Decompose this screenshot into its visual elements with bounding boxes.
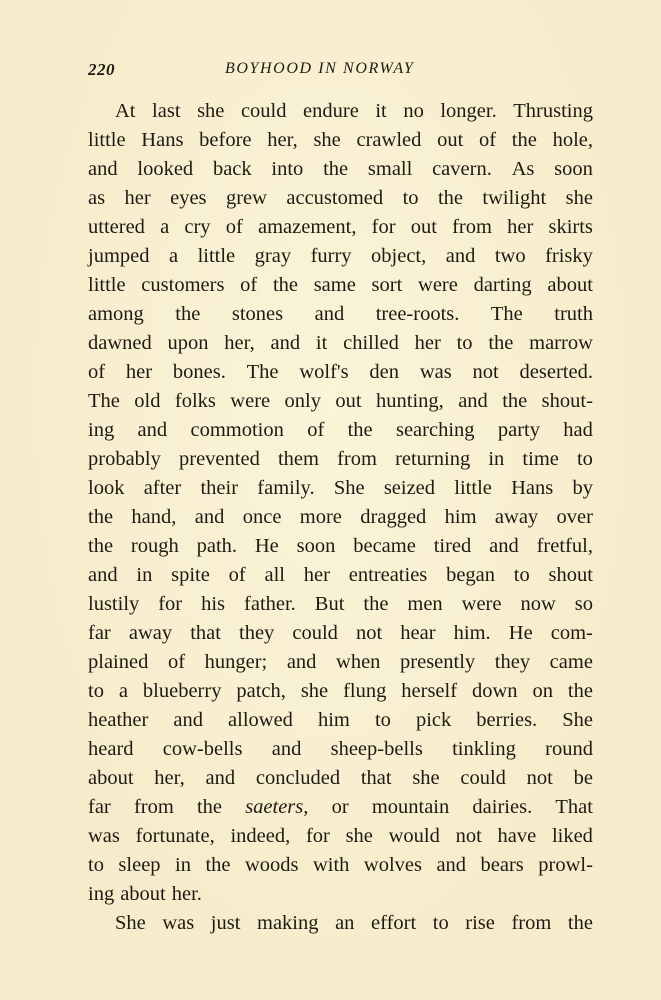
word: She bbox=[333, 477, 365, 499]
word: the bbox=[205, 854, 231, 876]
word: about bbox=[547, 274, 593, 296]
word: of bbox=[228, 564, 246, 586]
word: of bbox=[240, 274, 258, 296]
word: dragged bbox=[360, 506, 427, 528]
word: At bbox=[115, 100, 136, 122]
word: hole, bbox=[552, 129, 593, 151]
word: rise bbox=[465, 912, 495, 934]
word: woods bbox=[244, 854, 299, 876]
word: commotion bbox=[190, 419, 284, 441]
word: fortunate, bbox=[135, 825, 215, 847]
word: no bbox=[403, 100, 424, 122]
word: it bbox=[315, 332, 328, 354]
word: com- bbox=[550, 622, 593, 644]
word: plained bbox=[88, 651, 149, 673]
word: looked bbox=[137, 158, 194, 180]
word: and bbox=[286, 651, 317, 673]
word: concluded bbox=[255, 767, 341, 789]
word: round bbox=[545, 738, 593, 760]
word: the bbox=[488, 332, 514, 354]
word: cow-bells bbox=[162, 738, 243, 760]
word: about bbox=[88, 767, 134, 789]
word: could bbox=[240, 100, 287, 122]
word: could bbox=[460, 767, 506, 789]
word: deserted. bbox=[519, 361, 593, 383]
word: the bbox=[502, 390, 528, 412]
word: Thrusting bbox=[513, 100, 593, 122]
word: father. bbox=[244, 593, 296, 615]
word: back bbox=[212, 158, 252, 180]
word: hunger; bbox=[204, 651, 268, 673]
text-line bbox=[88, 242, 593, 271]
word: uttered bbox=[88, 216, 145, 238]
word: as bbox=[88, 187, 106, 209]
word: She bbox=[115, 912, 146, 934]
word: berries. bbox=[476, 709, 538, 731]
word: and bbox=[458, 390, 488, 412]
word: in bbox=[488, 448, 505, 470]
word: and bbox=[88, 158, 118, 180]
word: hunting, bbox=[376, 390, 444, 412]
word: sort bbox=[371, 274, 403, 296]
word: only bbox=[284, 390, 321, 412]
text-line bbox=[88, 619, 593, 648]
word: lustily bbox=[88, 593, 140, 615]
word: were bbox=[418, 274, 458, 296]
word: from bbox=[511, 912, 552, 934]
word: look bbox=[88, 477, 125, 499]
word: That bbox=[555, 796, 593, 818]
word: to bbox=[432, 912, 449, 934]
word: so bbox=[574, 593, 593, 615]
text-line bbox=[88, 764, 593, 793]
word: customers bbox=[141, 274, 225, 296]
word: Hans bbox=[141, 129, 184, 151]
word: now bbox=[520, 593, 556, 615]
word: that bbox=[190, 622, 221, 644]
word: entreaties bbox=[348, 564, 428, 586]
word: path. bbox=[196, 535, 238, 557]
word: and bbox=[314, 303, 345, 325]
word: upon bbox=[167, 332, 209, 354]
word: crawled bbox=[356, 129, 422, 151]
word: shout- bbox=[541, 390, 593, 412]
word: saeters, bbox=[245, 796, 309, 818]
word: marrow bbox=[529, 332, 593, 354]
word: pick bbox=[415, 709, 452, 731]
text-line bbox=[88, 909, 593, 938]
word: and bbox=[489, 535, 519, 557]
word: prevented bbox=[179, 448, 260, 470]
word: before bbox=[199, 129, 252, 151]
word: returning bbox=[395, 448, 471, 470]
word: down bbox=[471, 680, 518, 702]
word: from bbox=[452, 216, 492, 238]
word: and bbox=[88, 564, 118, 586]
word: a bbox=[118, 680, 128, 702]
word: into bbox=[271, 158, 304, 180]
word: with bbox=[312, 854, 350, 876]
word: to bbox=[374, 709, 391, 731]
word: endure bbox=[303, 100, 359, 122]
word: tired bbox=[433, 535, 472, 557]
word: of bbox=[167, 651, 186, 673]
word: she bbox=[345, 825, 373, 847]
word: soon bbox=[296, 535, 336, 557]
word: for bbox=[158, 593, 183, 615]
word: soon bbox=[554, 158, 593, 180]
word: spite bbox=[171, 564, 210, 586]
word: small bbox=[367, 158, 413, 180]
word: skirts bbox=[548, 216, 593, 238]
word: she bbox=[565, 187, 593, 209]
word: den bbox=[369, 361, 400, 383]
word: far bbox=[88, 622, 111, 644]
word: and bbox=[205, 767, 236, 789]
word: of bbox=[225, 216, 243, 238]
word: shout bbox=[548, 564, 593, 586]
word: He bbox=[254, 535, 279, 557]
word: gray bbox=[254, 245, 292, 267]
word: to bbox=[576, 448, 593, 470]
text-line bbox=[88, 184, 593, 213]
text-line bbox=[88, 271, 593, 300]
word: two bbox=[494, 245, 526, 267]
word: eyes bbox=[170, 187, 207, 209]
word: in bbox=[136, 564, 153, 586]
word: the bbox=[363, 593, 389, 615]
word: patch, bbox=[236, 680, 286, 702]
word: away bbox=[128, 622, 173, 644]
word: and bbox=[137, 419, 168, 441]
word: and bbox=[271, 738, 302, 760]
word: was bbox=[419, 361, 452, 383]
body-text bbox=[88, 97, 593, 938]
word: were bbox=[461, 593, 502, 615]
word: Hans bbox=[511, 477, 554, 499]
word: ing bbox=[88, 419, 115, 441]
word: heard bbox=[88, 738, 134, 760]
word: the bbox=[437, 187, 463, 209]
word: wolf's bbox=[299, 361, 349, 383]
word: that bbox=[360, 767, 392, 789]
word: mountain bbox=[371, 796, 450, 818]
text-line bbox=[88, 97, 593, 126]
word: her bbox=[414, 332, 441, 354]
word: of bbox=[88, 361, 106, 383]
text-line bbox=[88, 648, 593, 677]
word: all bbox=[264, 564, 285, 586]
text-line bbox=[88, 561, 593, 590]
word: bears bbox=[480, 854, 524, 876]
text-line bbox=[88, 213, 593, 242]
word: or bbox=[331, 796, 349, 818]
book-title: BOYHOOD IN NORWAY bbox=[225, 60, 415, 77]
word: stones bbox=[231, 303, 284, 325]
word: more bbox=[299, 506, 342, 528]
text-line bbox=[88, 735, 593, 764]
word: and bbox=[445, 245, 476, 267]
word: grew bbox=[225, 187, 267, 209]
word: last bbox=[152, 100, 181, 122]
word: could bbox=[292, 622, 338, 644]
text-line bbox=[88, 880, 593, 909]
word: of bbox=[479, 129, 497, 151]
text-line bbox=[88, 416, 593, 445]
text-line bbox=[88, 358, 593, 387]
word: out bbox=[335, 390, 362, 412]
word: not bbox=[472, 361, 499, 383]
word: to bbox=[402, 187, 419, 209]
word: cavern. bbox=[432, 158, 492, 180]
word: the bbox=[567, 912, 593, 934]
word: the bbox=[88, 535, 114, 557]
word: wolves bbox=[363, 854, 422, 876]
word: an bbox=[335, 912, 355, 934]
word: would bbox=[388, 825, 440, 847]
word: As bbox=[511, 158, 535, 180]
word: to bbox=[513, 564, 530, 586]
word: allowed bbox=[228, 709, 293, 731]
word: by bbox=[572, 477, 593, 499]
word: probably bbox=[88, 448, 161, 470]
word: indeed, bbox=[230, 825, 291, 847]
word: little bbox=[88, 274, 126, 296]
word: sleep bbox=[118, 854, 161, 876]
word: furry bbox=[310, 245, 352, 267]
word: and bbox=[173, 709, 203, 731]
word: him bbox=[444, 506, 477, 528]
word: her bbox=[124, 187, 151, 209]
word: his bbox=[201, 593, 226, 615]
word: to bbox=[88, 680, 104, 702]
word: her, bbox=[154, 767, 185, 789]
word: her bbox=[303, 564, 330, 586]
word: be bbox=[573, 767, 593, 789]
word: the bbox=[567, 680, 593, 702]
word: she bbox=[313, 129, 341, 151]
word: had bbox=[563, 419, 593, 441]
word: The bbox=[88, 390, 120, 412]
word: object, bbox=[371, 245, 427, 267]
running-head bbox=[88, 60, 593, 86]
word: longer. bbox=[440, 100, 497, 122]
word: among bbox=[88, 303, 144, 325]
word: was bbox=[88, 825, 120, 847]
word: heather bbox=[88, 709, 149, 731]
word: darting bbox=[473, 274, 532, 296]
word: from bbox=[337, 448, 377, 470]
word: their bbox=[200, 477, 239, 499]
text-line bbox=[88, 126, 593, 155]
word: a bbox=[160, 216, 170, 238]
word: not bbox=[356, 622, 383, 644]
word: the bbox=[347, 419, 373, 441]
word: men bbox=[407, 593, 443, 615]
word: twilight bbox=[482, 187, 547, 209]
word: little bbox=[197, 245, 236, 267]
word: her, bbox=[224, 332, 255, 354]
word: became bbox=[353, 535, 416, 557]
word: just bbox=[210, 912, 241, 934]
word: little bbox=[88, 129, 126, 151]
word: hand, bbox=[131, 506, 177, 528]
word: seized bbox=[383, 477, 436, 499]
word: frisky bbox=[545, 245, 593, 267]
word: to bbox=[456, 332, 473, 354]
text-line bbox=[88, 300, 593, 329]
word: she bbox=[412, 767, 440, 789]
word: on bbox=[532, 680, 553, 702]
word: effort bbox=[371, 912, 417, 934]
word: the bbox=[196, 796, 223, 818]
word: him bbox=[317, 709, 350, 731]
word: the bbox=[175, 303, 201, 325]
word: about bbox=[120, 883, 166, 905]
word: chilled bbox=[343, 332, 399, 354]
word: the bbox=[323, 158, 349, 180]
word: away bbox=[494, 506, 539, 528]
word: dairies. bbox=[472, 796, 533, 818]
word: jumped bbox=[88, 245, 150, 267]
word: out bbox=[437, 129, 464, 151]
word: and bbox=[270, 332, 301, 354]
text-line bbox=[88, 445, 593, 474]
word: cry bbox=[184, 216, 211, 238]
text-line bbox=[88, 503, 593, 532]
word: when bbox=[336, 651, 381, 673]
word: of bbox=[307, 419, 325, 441]
word: fretful, bbox=[536, 535, 593, 557]
word: the bbox=[511, 129, 537, 151]
word: for bbox=[305, 825, 330, 847]
word: after bbox=[143, 477, 182, 499]
word: rough bbox=[130, 535, 179, 557]
text-line bbox=[88, 387, 593, 416]
word: time bbox=[522, 448, 559, 470]
word: family. bbox=[257, 477, 315, 499]
word: making bbox=[257, 912, 319, 934]
word: she bbox=[197, 100, 225, 122]
word: prowl- bbox=[538, 854, 593, 876]
word: tinkling bbox=[452, 738, 516, 760]
word: same bbox=[313, 274, 356, 296]
word: a bbox=[168, 245, 179, 267]
word: her bbox=[507, 216, 534, 238]
word: him. bbox=[453, 622, 491, 644]
word: not bbox=[526, 767, 553, 789]
word: they bbox=[239, 622, 275, 644]
word: began bbox=[446, 564, 496, 586]
word: amazement, bbox=[257, 216, 357, 238]
text-line bbox=[88, 677, 593, 706]
word: were bbox=[230, 390, 271, 412]
page-number: 220 bbox=[88, 60, 115, 79]
text-line bbox=[88, 590, 593, 619]
word: dawned bbox=[88, 332, 152, 354]
word: have bbox=[497, 825, 537, 847]
word: to bbox=[88, 854, 104, 876]
word: blueberry bbox=[142, 680, 222, 702]
word: not bbox=[455, 825, 482, 847]
word: ing bbox=[88, 883, 115, 905]
word: the bbox=[88, 506, 114, 528]
word: they bbox=[494, 651, 531, 673]
word: for bbox=[371, 216, 396, 238]
word: He bbox=[508, 622, 533, 644]
word: The bbox=[246, 361, 279, 383]
word: old bbox=[134, 390, 161, 412]
text-line bbox=[88, 474, 593, 503]
text-line bbox=[88, 822, 593, 851]
word: and bbox=[194, 506, 225, 528]
word: bones. bbox=[172, 361, 226, 383]
word: in bbox=[175, 854, 191, 876]
word: came bbox=[549, 651, 593, 673]
word: her bbox=[125, 361, 153, 383]
word: once bbox=[242, 506, 282, 528]
word: flung bbox=[343, 680, 387, 702]
word: But bbox=[314, 593, 345, 615]
word: hear bbox=[400, 622, 436, 644]
word: far bbox=[88, 796, 111, 818]
text-line bbox=[88, 329, 593, 358]
word: liked bbox=[551, 825, 593, 847]
word: tree-roots. bbox=[375, 303, 460, 325]
word: She bbox=[562, 709, 593, 731]
word: the bbox=[272, 274, 298, 296]
word: her. bbox=[171, 883, 202, 905]
word: The bbox=[490, 303, 523, 325]
text-line bbox=[88, 851, 593, 880]
word: it bbox=[375, 100, 387, 122]
word: party bbox=[497, 419, 540, 441]
text-line bbox=[88, 706, 593, 735]
word: presently bbox=[400, 651, 476, 673]
word: over bbox=[556, 506, 593, 528]
word: them bbox=[277, 448, 319, 470]
word: accustomed bbox=[286, 187, 384, 209]
word: was bbox=[162, 912, 195, 934]
text-line bbox=[88, 793, 593, 822]
word: out bbox=[410, 216, 437, 238]
word: truth bbox=[554, 303, 593, 325]
word: and bbox=[436, 854, 467, 876]
word: she bbox=[300, 680, 329, 702]
word: her, bbox=[267, 129, 298, 151]
text-line bbox=[88, 155, 593, 184]
word: folks bbox=[174, 390, 216, 412]
word: herself bbox=[401, 680, 458, 702]
word: searching bbox=[395, 419, 475, 441]
text-line bbox=[88, 532, 593, 561]
word: little bbox=[454, 477, 492, 499]
word: sheep-bells bbox=[330, 738, 423, 760]
word: from bbox=[133, 796, 174, 818]
